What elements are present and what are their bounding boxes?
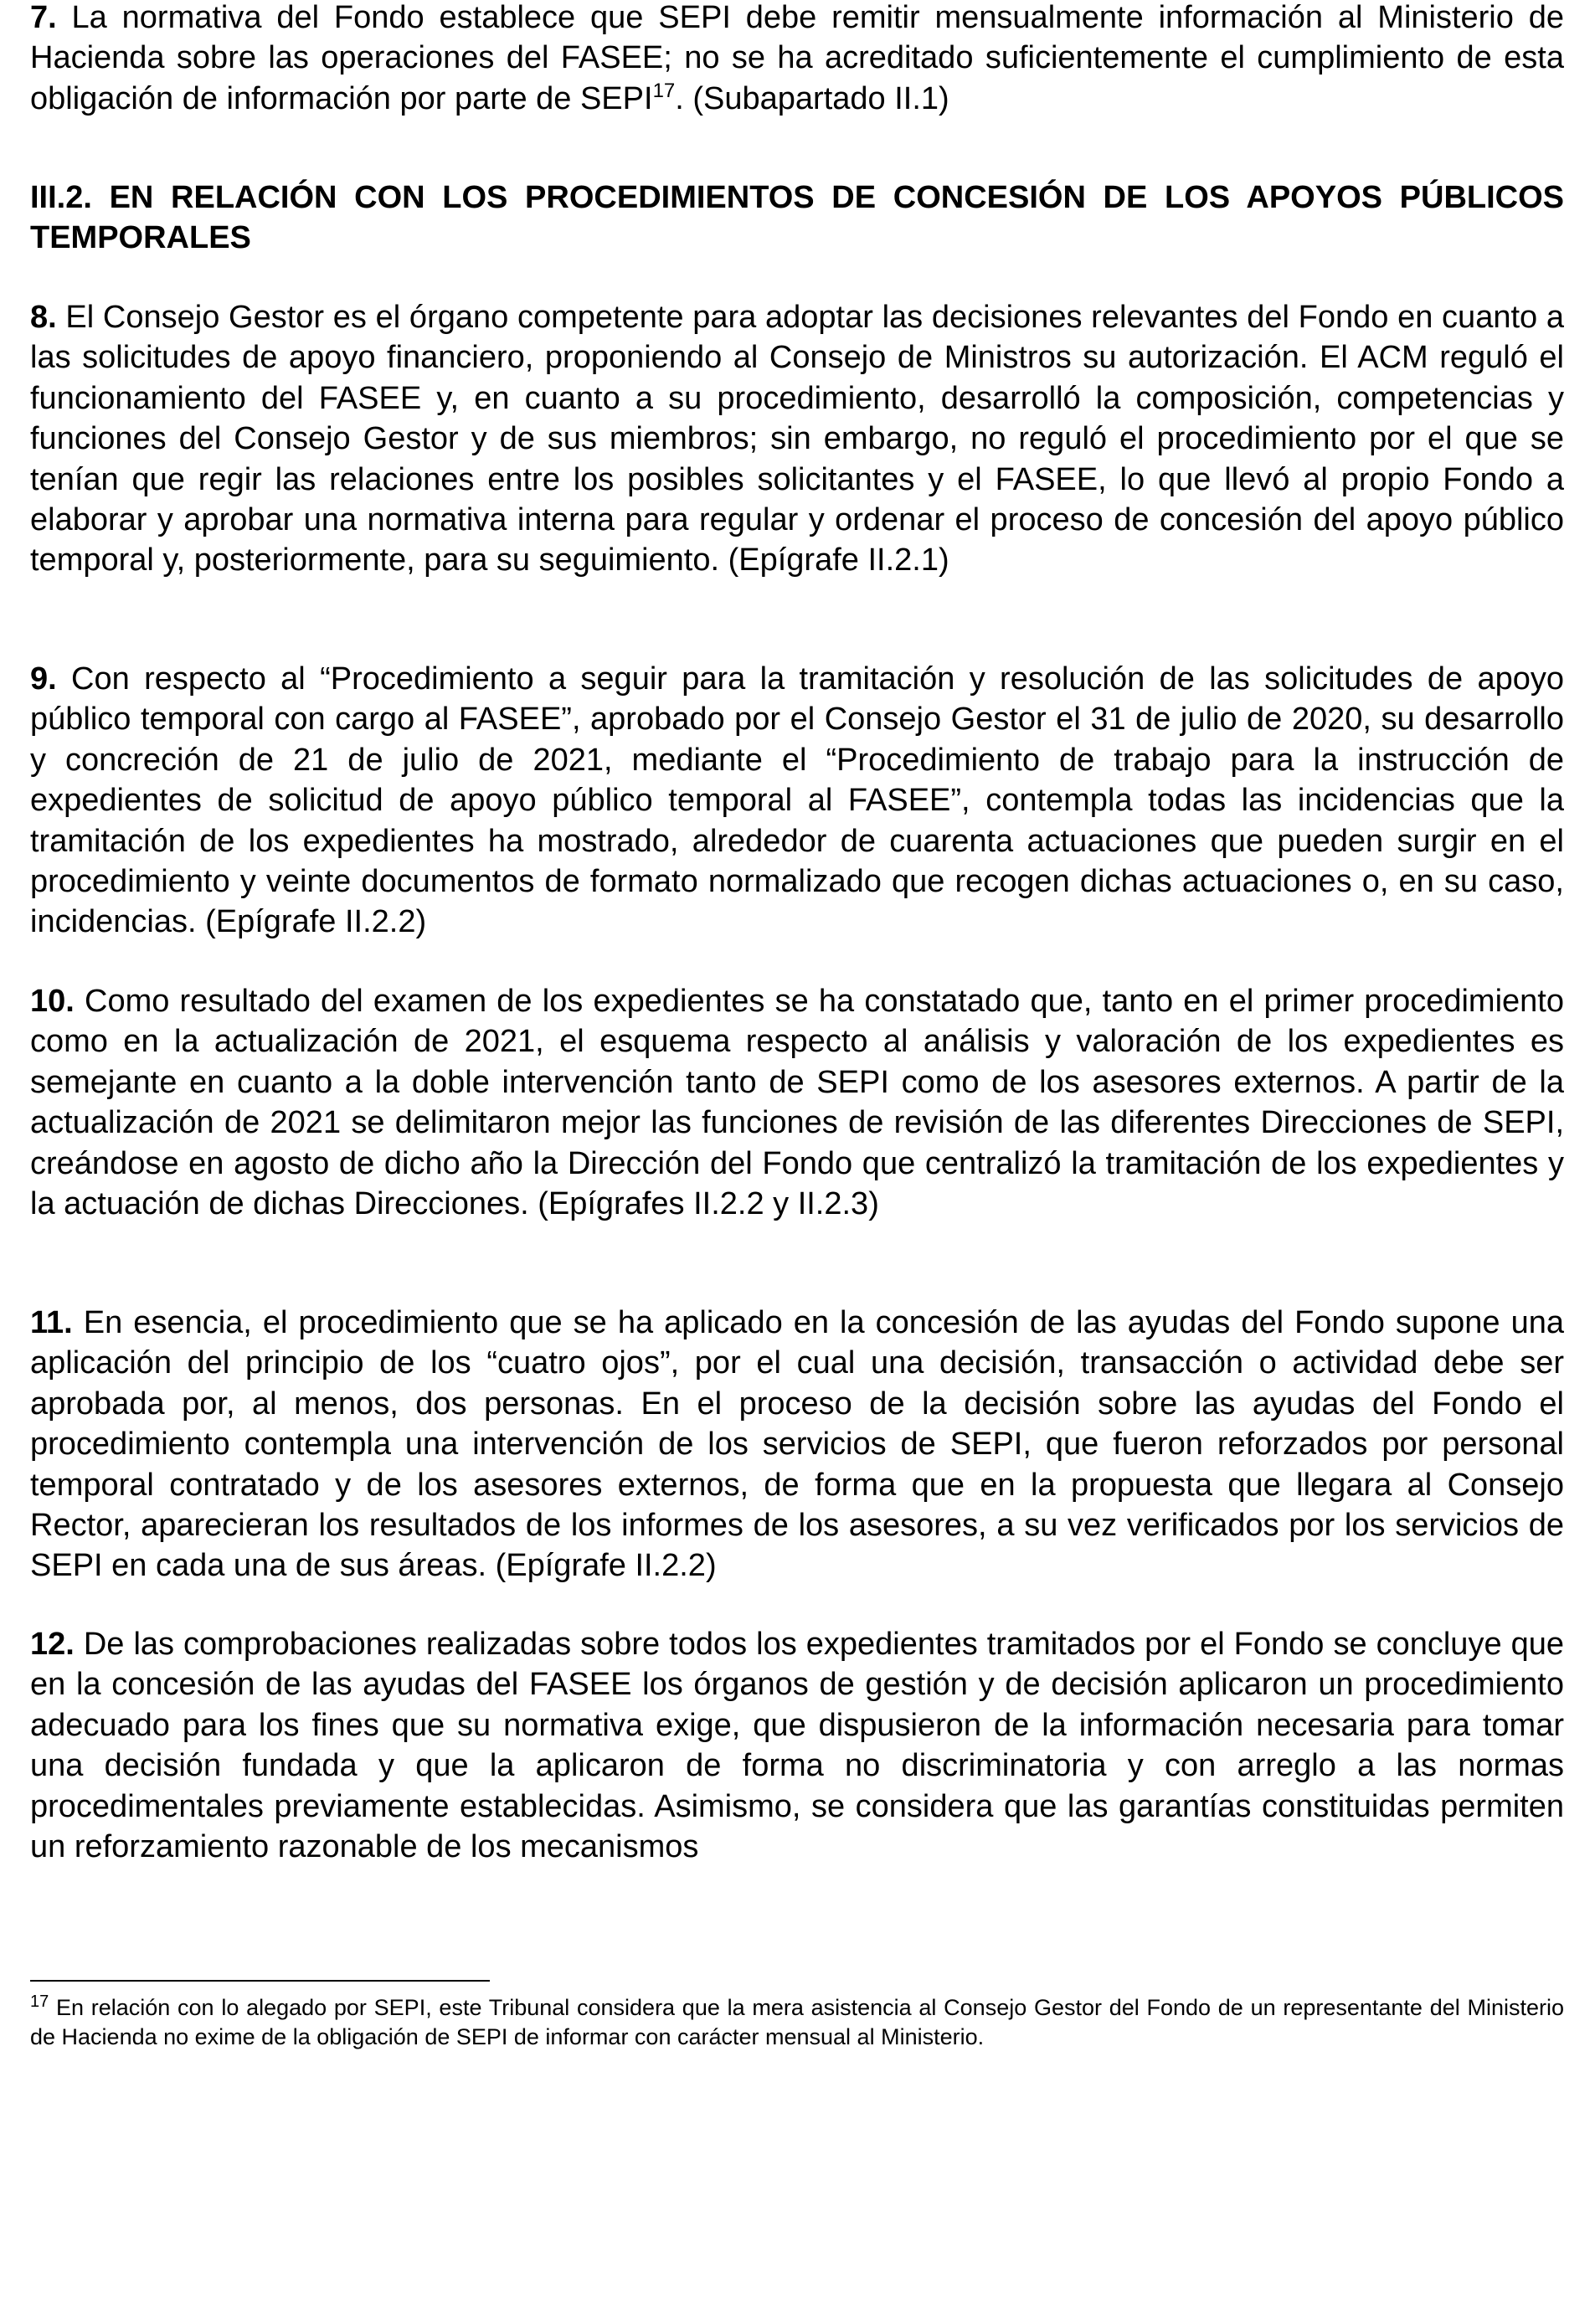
section-heading	[30, 177, 1564, 259]
paragraph-text: De las comprobaciones realizadas sobre todos los expedientes tramitados por el Fondo se concluye que en la concesión de las ayudas del FASEE los órganos de gestión y de decisión aplicaron un procedimiento adecuado para los fines que su normativa exige, que dispusieron de la información necesaria para tomar una decisión fundada y que la aplicaron de forma no discriminatoria y con arreglo a las normas procedimentales previamente establecidas. Asimismo, se considera que las garantías constituidas permiten un reforzamiento razonable de los mecanismos	[30, 1627, 1564, 1865]
footnote-reference[interactable]: 17	[652, 79, 676, 102]
paragraph-9	[30, 659, 1564, 943]
paragraph-7	[30, 0, 1564, 119]
paragraph-text: Con respecto al “Procedimiento a seguir para la tramitación y resolución de las solicitudes de apoyo público temporal con cargo al FASEE”, aprobado por el Consejo Gestor el 31 de julio de 2020, su desarrollo y concreción de 21 de julio de 2021, mediante el “Procedimiento de trabajo para la instrucción de expedientes de solicitud de apoyo público temporal al FASEE”, contempla todas las incidencias que la tramitación de los expedientes ha mostrado, alrededor de cuarenta actuaciones que pueden surgir en el procedimiento y veinte documentos de formato normalizado que recogen dichas actuaciones o, en su caso, incidencias. (Epígrafe II.2.2)	[30, 661, 1564, 940]
footnote-marker: 17	[30, 1992, 49, 2011]
footnote-separator	[30, 1980, 490, 1982]
paragraph-text: Como resultado del examen de los expedientes se ha constatado que, tanto en el primer procedimiento como en la actualización de 2021, el esquema respecto al análisis y valoración de los expedientes es semejante en cuanto a la doble intervención tanto de SEPI como de los asesores externos. A partir de la actualización de 2021 se delimitaron mejor las funciones de revisión de las diferentes Direcciones de SEPI, creándose en agosto de dicho año la Dirección del Fondo que centralizó la tramitación de los expedientes y la actuación de dichas Direcciones. (Epígrafes II.2.2 y II.2.3)	[30, 984, 1564, 1222]
paragraph-number: 12.	[30, 1627, 75, 1662]
paragraph-number: 10.	[30, 984, 75, 1019]
paragraph-number: 9.	[30, 661, 57, 697]
paragraph-number: 7.	[30, 0, 57, 35]
paragraph-11	[30, 1303, 1564, 1586]
paragraph-text: El Consejo Gestor es el órgano competente para adoptar las decisiones relevantes del Fondo en cuanto a las solicitudes de apoyo financiero, proponiendo al Consejo de Ministros su autorización. El ACM reguló el funcionamiento del FASEE y, en cuanto a su procedimiento, desarrolló la composición, competencias y funciones del Consejo Gestor y de sus miembros; sin embargo, no reguló el procedimiento por el que se tenían que regir las relaciones entre los posibles solicitantes y el FASEE, lo que llevó al propio Fondo a elaborar y aprobar una normativa interna para regular y ordenar el proceso de concesión del apoyo público temporal y, posteriormente, para su seguimiento. (Epígrafe II.2.1)	[30, 300, 1564, 578]
paragraph-8	[30, 297, 1564, 581]
document-page	[30, 0, 1564, 2324]
paragraph-number: 8.	[30, 300, 57, 335]
paragraph-12	[30, 1624, 1564, 1867]
paragraph-text: La normativa del Fondo establece que SEPI debe remitir mensualmente información al Ministerio de Hacienda sobre las operaciones del FASEE; no se ha acreditado suficientemente el cumplimiento de esta obligación de información por parte de SEPI	[30, 0, 1564, 116]
paragraph-text-tail: . (Subapartado II.1)	[675, 80, 949, 116]
footnote-17	[30, 1993, 1564, 2051]
section-number: III.2.	[30, 180, 92, 215]
paragraph-10	[30, 981, 1564, 1224]
paragraph-number: 11.	[30, 1305, 73, 1340]
section-title: EN RELACIÓN CON LOS PROCEDIMIENTOS DE CONCESIÓN DE LOS APOYOS PÚBLICOS TEMPORALES	[30, 180, 1564, 256]
footnote-text: En relación con lo alegado por SEPI, este Tribunal considera que la mera asistencia al Consejo Gestor del Fondo de un representante del Ministerio de Hacienda no exime de la obligación de SEPI de informar con carácter mensual al Ministerio.	[30, 1995, 1564, 2049]
paragraph-text: En esencia, el procedimiento que se ha aplicado en la concesión de las ayudas del Fondo supone una aplicación del principio de los “cuatro ojos”, por el cual una decisión, transacción o actividad debe ser aprobada por, al menos, dos personas. En el proceso de la decisión sobre las ayudas del Fondo el procedimiento contempla una intervención de los servicios de SEPI, que fueron reforzados por personal temporal contratado y de los asesores externos, de forma que en la propuesta que llegara al Consejo Rector, aparecieran los resultados de los informes de los asesores, a su vez verificados por los servicios de SEPI en cada una de sus áreas. (Epígrafe II.2.2)	[30, 1305, 1564, 1584]
